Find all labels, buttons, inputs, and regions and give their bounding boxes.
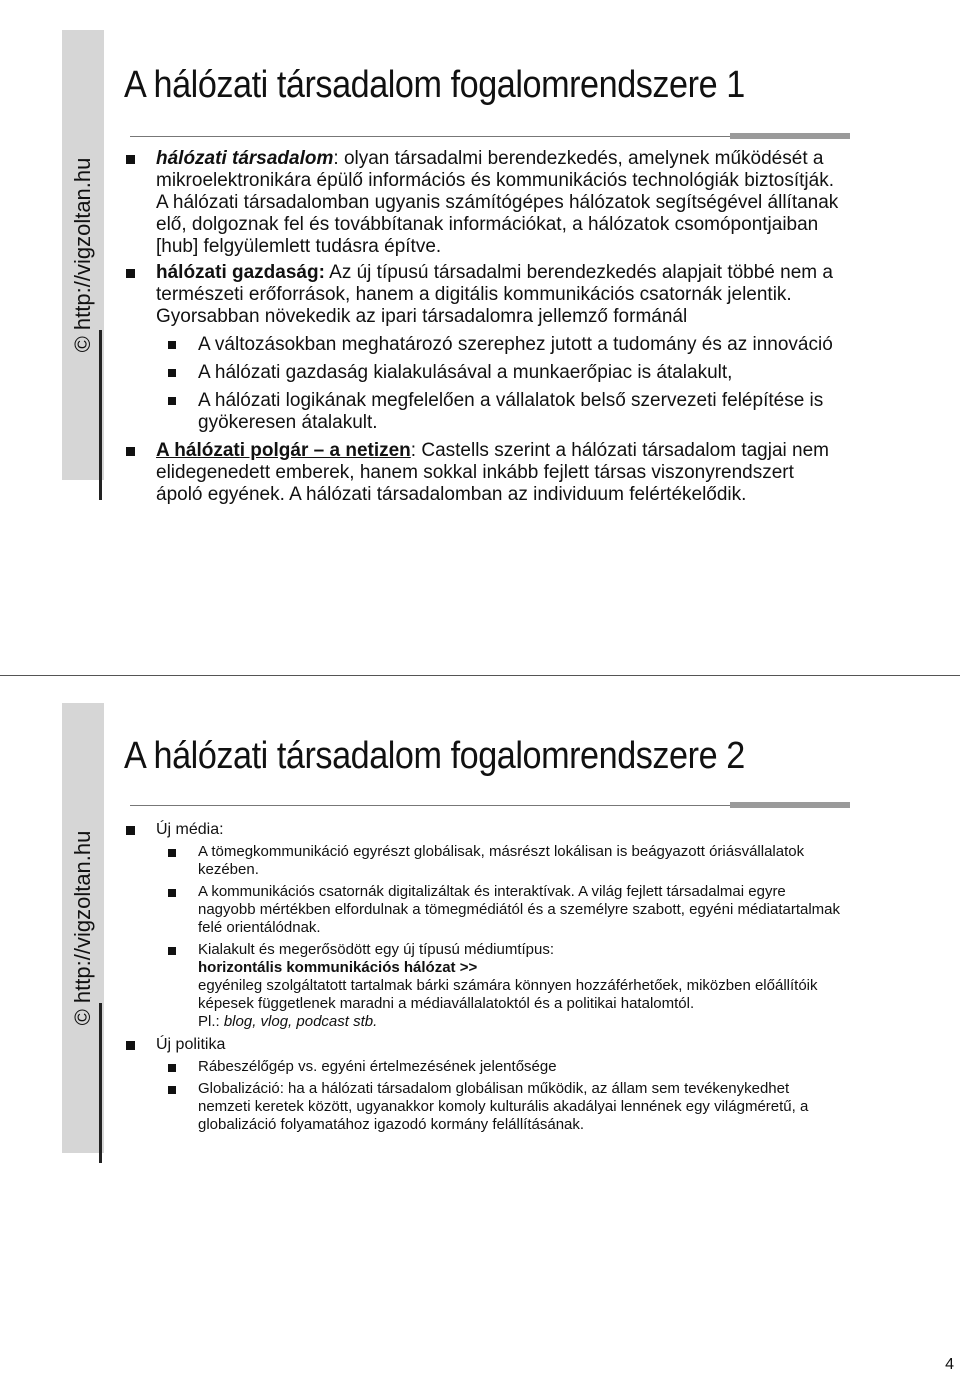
- page-number: 4: [945, 1356, 954, 1373]
- bullet-item: [124, 148, 844, 258]
- sub-bullet-text: A kommunikációs csatornák digitalizáltak és interaktívak. A világ fejlett társadalmai egyre nagyobb mértékben elfordulnak a tömegmédiától és a személyre szabott, egyéni médiatartalmak felé orientálódnak.: [198, 883, 841, 936]
- square-bullet-icon: [168, 369, 176, 377]
- example-prefix: Pl.:: [198, 1013, 224, 1030]
- slide-content: [124, 148, 844, 510]
- square-bullet-icon: [168, 889, 176, 897]
- sub-bullet-item: [162, 1058, 844, 1076]
- sidebar-accent-bar: [99, 1003, 102, 1163]
- square-bullet-icon: [126, 826, 135, 835]
- title-rule: [130, 136, 850, 137]
- sub-bullet-text: A változásokban meghatározó szerephez jutott a tudomány és az innováció: [198, 334, 833, 355]
- sub-bullet-item: [162, 390, 844, 434]
- slide-title: A hálózati társadalom fogalomrendszere 2: [124, 735, 745, 777]
- sub-bullet-intro: Kialakult és megerősödött egy új típusú médiumtípus:: [198, 941, 555, 958]
- slide-sidebar: [62, 30, 104, 480]
- square-bullet-icon: [126, 269, 135, 278]
- title-rule: [130, 805, 850, 806]
- bullet-text: Az új típusú társadalmi berendezkedés alapjait többé nem a természeti erőforrások, hanem a digitális kommunikációs csatornák jelentik. Gyorsabban növekedik az ipari társadalomra jellemző formánál: [156, 262, 833, 327]
- bullet-text: : olyan társadalmi berendezkedés, amelynek működését a mikroelektronikára épülő információs és kommunikációs technológiák biztosítják. A hálózati társadalomban ugyanis számítógépes hálózatok segítségével állítanak elő, dolgoznak fel és továbbítanak információkat, a hálózatok csomópontjaiban [hub] felgyülemlett tudásra építve.: [156, 148, 839, 257]
- sub-bullet-text: Globalizáció: ha a hálózati társadalom globálisan működik, az állam sem tevékenykedhet nemzeti keretek között, ugyanakkor komoly kulturális akadályai lennének egy világméretű, a globalizáció folyamatához igazodó kormány felállításának.: [198, 1080, 809, 1133]
- slide-sidebar: [62, 703, 104, 1153]
- square-bullet-icon: [168, 947, 176, 955]
- sub-bullet-item: [162, 1080, 844, 1134]
- slide-2: [0, 675, 960, 1235]
- slide-content: [124, 820, 844, 1138]
- square-bullet-icon: [126, 447, 135, 456]
- square-bullet-icon: [168, 1086, 176, 1094]
- sub-bullet-bold: horizontális kommunikációs hálózat >>: [198, 959, 478, 976]
- sub-bullet-item: [162, 843, 844, 879]
- term: hálózati társadalom: [156, 148, 334, 169]
- square-bullet-icon: [126, 1041, 135, 1050]
- bullet-item: [124, 1035, 844, 1134]
- square-bullet-icon: [168, 1064, 176, 1072]
- term: hálózati gazdaság:: [156, 262, 325, 283]
- sub-bullet-item: [162, 941, 844, 1031]
- sub-bullet-text: A hálózati logikának megfelelően a vállalatok belső szervezeti felépítése is gyökeresen átalakult.: [198, 390, 824, 433]
- sub-bullet-item: [162, 334, 844, 356]
- sub-bullet-text: Rábeszélőgép vs. egyéni értelmezésének jelentősége: [198, 1058, 557, 1075]
- sidebar-accent-bar: [99, 330, 102, 500]
- bullet-label: Új politika: [156, 1036, 226, 1053]
- bullet-label: Új média:: [156, 821, 224, 838]
- slide-divider: [0, 675, 960, 676]
- bullet-item: [124, 262, 844, 434]
- square-bullet-icon: [126, 155, 135, 164]
- sidebar-url: © http://vigzoltan.hu: [70, 157, 95, 353]
- bullet-text: : Castells szerint a hálózati társadalom tagjai nem elidegenedett emberek, hanem sokkal inkább fejlett társas viszonyrendszert ápoló egyének. A hálózati társadalomban az individuum felértékelődik.: [156, 440, 829, 505]
- square-bullet-icon: [168, 849, 176, 857]
- sidebar-url: © http://vigzoltan.hu: [70, 830, 95, 1026]
- example-text: blog, vlog, podcast stb.: [223, 1013, 378, 1030]
- square-bullet-icon: [168, 341, 176, 349]
- slide-1: [0, 0, 960, 670]
- term: A hálózati polgár – a netizen: [156, 440, 411, 461]
- sub-bullet-text: A hálózati gazdaság kialakulásával a munkaerőpiac is átalakult,: [198, 362, 733, 383]
- sub-bullet-text: A tömegkommunikáció egyrészt globálisak, másrészt lokálisan is beágyazott óriásvállalatok kezében.: [198, 843, 805, 878]
- bullet-item: [124, 820, 844, 1031]
- square-bullet-icon: [168, 397, 176, 405]
- sub-bullet-text: egyénileg szolgáltatott tartalmak bárki számára könnyen hozzáférhetőek, miközben előállítóik képesek függetlenek maradni a médiavállalatoktól és a politikai hatalomtól.: [198, 977, 818, 1012]
- slide-title: A hálózati társadalom fogalomrendszere 1: [124, 64, 745, 106]
- bullet-item: [124, 440, 844, 506]
- sub-bullet-item: [162, 883, 844, 937]
- sub-bullet-item: [162, 362, 844, 384]
